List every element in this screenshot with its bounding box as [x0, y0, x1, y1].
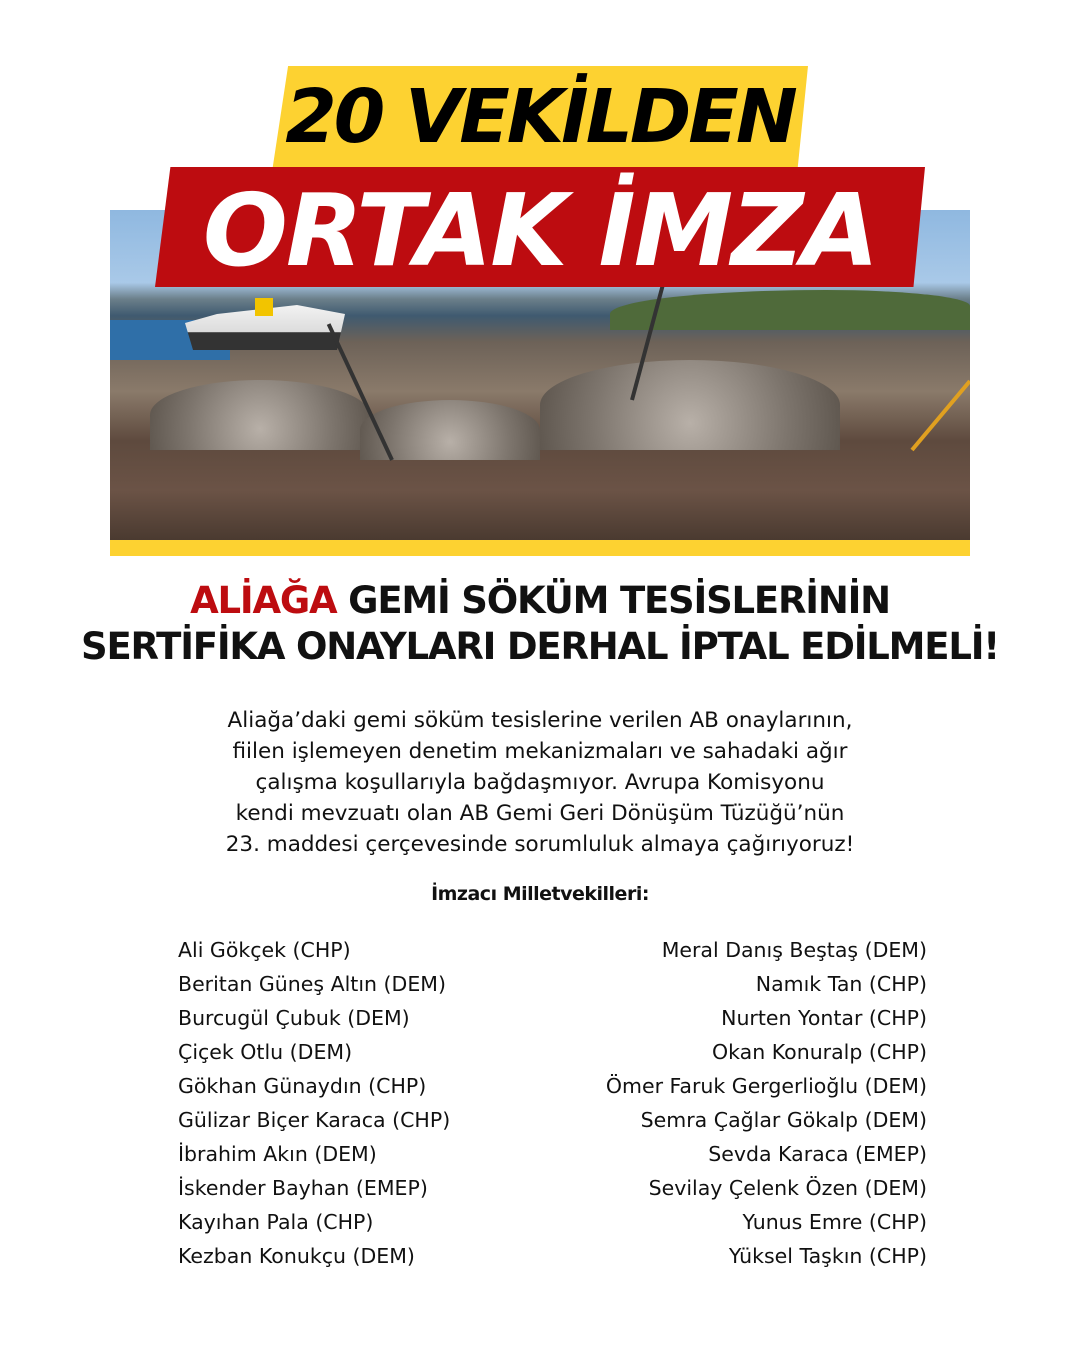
signatory: Sevilay Çelenk Özen (DEM): [648, 1176, 927, 1200]
scrap-pile: [150, 380, 370, 450]
paragraph-line: çalışma koşullarıyla bağdaşmıyor. Avrupa Komisyonu: [255, 770, 825, 795]
yellow-underline-bar: [110, 540, 970, 556]
signatories-left-column: [178, 933, 450, 1273]
headline-line-1: [0, 578, 1080, 624]
signatory: Ali Gökçek (CHP): [178, 938, 351, 962]
signatory: İbrahim Akın (DEM): [178, 1142, 377, 1166]
signatories-title: İmzacı Milletvekilleri:: [431, 883, 649, 905]
headline-line-1-text: GEMİ SÖKÜM TESİSLERİNİN: [336, 579, 890, 622]
signatory: Nurten Yontar (CHP): [721, 1006, 927, 1030]
paragraph-line: Aliağa’daki gemi söküm tesislerine verilen AB onaylarının,: [227, 708, 853, 733]
signatory: Kezban Konukçu (DEM): [178, 1244, 415, 1268]
paragraph-line: 23. maddesi çerçevesinde sorumluluk almaya çağırıyoruz!: [225, 832, 855, 857]
signatory: Gülizar Biçer Karaca (CHP): [178, 1108, 451, 1132]
signatory: Yunus Emre (CHP): [742, 1210, 927, 1234]
signatory: Namık Tan (CHP): [755, 972, 927, 996]
signatory: Okan Konuralp (CHP): [712, 1040, 927, 1064]
headline-highlight: ALİAĞA: [190, 579, 337, 622]
signatory: Ömer Faruk Gergerlioğlu (DEM): [605, 1074, 927, 1098]
excavator: [910, 380, 970, 452]
signatories-right-column: [606, 933, 927, 1273]
headline-line-2: SERTİFİKA ONAYLARI DERHAL İPTAL EDİLMELİ!: [81, 625, 999, 668]
signatory: Gökhan Günaydın (CHP): [178, 1074, 427, 1098]
signatory: Beritan Güneş Altın (DEM): [178, 972, 446, 996]
banner-line-1: 20 VEKİLDEN: [285, 74, 795, 160]
signatory: Meral Danış Beştaş (DEM): [661, 938, 927, 962]
banner-line-2: ORTAK İMZA: [202, 172, 878, 289]
signatory: Semra Çağlar Gökalp (DEM): [640, 1108, 927, 1132]
signatory: Çiçek Otlu (DEM): [178, 1040, 353, 1064]
ship-funnel: [255, 298, 273, 316]
signatory: Yüksel Taşkın (CHP): [728, 1244, 927, 1268]
signatory: İskender Bayhan (EMEP): [178, 1176, 428, 1200]
scrap-pile: [540, 360, 840, 450]
signatory: Kayıhan Pala (CHP): [178, 1210, 374, 1234]
signatory: Burcugül Çubuk (DEM): [178, 1006, 410, 1030]
paragraph-line: kendi mevzuatı olan AB Gemi Geri Dönüşüm Tüzüğü’nün: [235, 801, 845, 826]
hill: [610, 290, 970, 330]
paragraph-line: fiilen işlemeyen denetim mekanizmaları ve sahadaki ağır: [232, 739, 848, 764]
signatory: Sevda Karaca (EMEP): [708, 1142, 927, 1166]
statement-paragraph: [140, 705, 940, 860]
